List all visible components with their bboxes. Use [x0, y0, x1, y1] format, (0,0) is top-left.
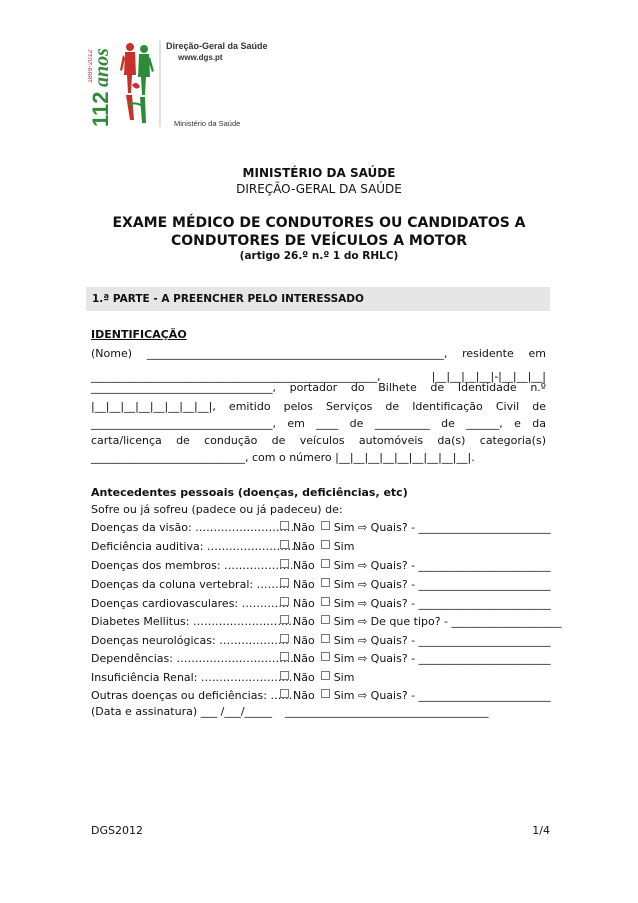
line-word: carta/licença	[91, 434, 162, 447]
line-word: automóveis	[358, 434, 424, 447]
option-yes-label: Sim	[333, 652, 355, 665]
identification-line-4	[91, 400, 546, 416]
issuer-field[interactable]: _________________________________,	[91, 417, 276, 430]
part-header-label: 1.ª PARTE - A PREENCHER PELO INTERESSADO	[92, 293, 364, 305]
title-line-1: EXAME MÉDICO DE CONDUTORES OU CANDIDATOS A	[112, 215, 526, 231]
line-word: da(s)	[437, 434, 466, 447]
condition-row	[91, 578, 551, 594]
license-category-line[interactable]: ____________________________, com o número |__|__|__|__|__|__|__|__|__|.	[91, 451, 475, 464]
condition-options	[280, 671, 354, 684]
checkbox-yes[interactable]	[321, 615, 330, 624]
dgs-logo	[88, 35, 288, 135]
condition-row	[91, 615, 562, 631]
logo-anos: anos	[91, 48, 113, 87]
line-word: condução	[204, 434, 258, 447]
condition-options	[280, 652, 551, 665]
option-no-label: Não	[293, 652, 315, 665]
logo-org-name: Direção-Geral da Saúde	[166, 41, 268, 51]
condition-label: Doenças dos membros: ……………….	[91, 559, 294, 572]
followup-field[interactable]: ⇨ Quais? - ________________________	[357, 689, 551, 702]
year-field[interactable]: ______,	[466, 417, 503, 430]
logo-figures	[120, 43, 154, 123]
option-no-label: Não	[293, 634, 315, 647]
identificacao-title: IDENTIFICAÇÃO	[91, 328, 187, 341]
option-yes-label: Sim	[333, 615, 355, 628]
option-no-label: Não	[293, 671, 315, 684]
checkbox-yes[interactable]	[321, 634, 330, 643]
line-word: Identidade	[457, 381, 517, 394]
option-yes-label: Sim	[333, 578, 355, 591]
identification-line-5	[91, 417, 546, 433]
condition-label: Dependências: ……………………………	[91, 652, 298, 665]
document-title	[90, 214, 548, 250]
checkbox-yes[interactable]	[321, 540, 330, 549]
line-word: portador	[289, 381, 338, 394]
condition-row	[91, 521, 551, 537]
condition-label: Doenças neurológicas: ……………….	[91, 634, 289, 647]
locality-field[interactable]: _________________________________,	[91, 381, 276, 394]
option-yes-label: Sim	[333, 671, 355, 684]
line-word: de	[430, 381, 445, 394]
option-no-label: Não	[293, 559, 315, 572]
line-word: de	[176, 434, 190, 447]
date-signature-label[interactable]: (Data e assinatura) ___ /___/_____	[91, 705, 273, 718]
option-yes-label: Sim	[333, 634, 355, 647]
checkbox-no[interactable]	[280, 615, 289, 624]
line-word: em	[287, 417, 305, 430]
id-number-field[interactable]: |__|__|__|__|__|__|__|__|,	[91, 400, 216, 413]
checkbox-no[interactable]	[280, 671, 289, 680]
directorate-heading: DIREÇÃO-GERAL DA SAÚDE	[236, 182, 402, 196]
condition-row	[91, 671, 551, 687]
line-word: categoria(s)	[479, 434, 546, 447]
checkbox-yes[interactable]	[321, 521, 330, 530]
followup-field[interactable]: ⇨ Quais? - ________________________	[357, 634, 551, 647]
address-field[interactable]: ____________________________________________________,	[91, 370, 381, 383]
identification-line-6	[91, 434, 546, 450]
line-word: Bilhete	[378, 381, 417, 394]
option-yes-label: Sim	[333, 559, 355, 572]
checkbox-no[interactable]	[280, 652, 289, 661]
postal-code-field[interactable]: |__|__|__|__|-|__|__|__|	[431, 370, 546, 383]
checkbox-yes[interactable]	[321, 578, 330, 587]
day-field[interactable]: ____	[316, 417, 339, 430]
followup-field[interactable]: ⇨ Quais? - ________________________	[357, 597, 551, 610]
page-number: 1/4	[532, 824, 550, 837]
line-word: pelos	[283, 400, 313, 413]
line-word: emitido	[228, 400, 271, 413]
condition-label: Doenças cardiovasculares: ………….	[91, 597, 290, 610]
antecedentes-subtitle: Sofre ou já sofreu (padece ou já padeceu) de:	[91, 503, 343, 516]
line-word: de	[349, 417, 364, 430]
condition-row	[91, 634, 551, 650]
condition-options	[280, 597, 551, 610]
identification-line-1	[91, 347, 546, 363]
condition-row	[91, 559, 551, 575]
option-yes-label: Sim	[333, 521, 355, 534]
condition-label: Diabetes Mellitus: ……………………….	[91, 615, 296, 628]
logo-url: www.dgs.pt	[178, 53, 223, 62]
line-word: n.º	[530, 381, 546, 394]
checkbox-no[interactable]	[280, 689, 289, 698]
checkbox-yes[interactable]	[321, 559, 330, 568]
logo-years: 1899-2012	[88, 49, 94, 83]
condition-label: Doenças da coluna vertebral: ………	[91, 578, 290, 591]
signature-line[interactable]: _____________________________________	[285, 705, 489, 718]
condition-label: Insuficiência Renal: …………………….	[91, 671, 293, 684]
followup-field[interactable]: ⇨ Quais? - ________________________	[357, 559, 551, 572]
option-no-label: Não	[293, 521, 315, 534]
line-word: Identificação	[412, 400, 483, 413]
footer-code: DGS2012	[91, 824, 143, 837]
option-yes-label: Sim	[333, 540, 355, 553]
document-subtitle: (artigo 26.º n.º 1 do RHLC)	[239, 250, 399, 262]
line-word: Serviços	[325, 400, 373, 413]
condition-options	[280, 634, 551, 647]
condition-options	[280, 578, 551, 591]
line-word: de	[441, 417, 455, 430]
line-word: de	[532, 400, 546, 413]
checkbox-yes[interactable]	[321, 671, 330, 680]
checkbox-yes[interactable]	[321, 689, 330, 698]
checkbox-no[interactable]	[280, 540, 289, 549]
condition-options	[280, 615, 562, 628]
condition-row	[91, 540, 551, 556]
ministry-heading: MINISTÉRIO DA SAÚDE	[242, 166, 396, 180]
followup-field[interactable]: ⇨ Quais? - ________________________	[357, 652, 551, 665]
identification-line-3	[91, 381, 546, 397]
checkbox-no[interactable]	[280, 578, 289, 587]
line-word: e	[514, 417, 521, 430]
option-no-label: Não	[293, 689, 315, 702]
line-word: do	[350, 381, 365, 394]
condition-row	[91, 652, 551, 668]
line-word: veículos	[299, 434, 345, 447]
checkbox-no[interactable]	[280, 597, 289, 606]
line-word: da	[532, 417, 546, 430]
checkbox-no[interactable]	[280, 634, 289, 643]
month-field[interactable]: __________	[374, 417, 430, 430]
followup-field[interactable]: ⇨ De que tipo? - ____________________	[357, 615, 562, 628]
option-no-label: Não	[293, 578, 315, 591]
condition-options	[280, 540, 354, 553]
condition-label: Doenças da visão: ………………………	[91, 521, 295, 534]
line-word: de	[385, 400, 400, 413]
title-line-2: CONDUTORES DE VEÍCULOS A MOTOR	[171, 233, 467, 249]
line-word: (Nome)	[91, 347, 133, 360]
line-word: residente	[462, 347, 514, 360]
checkbox-yes[interactable]	[321, 597, 330, 606]
logo-112: 112	[88, 91, 113, 127]
checkbox-no[interactable]	[280, 559, 289, 568]
condition-options	[280, 689, 551, 702]
checkbox-yes[interactable]	[321, 652, 330, 661]
option-no-label: Não	[293, 597, 315, 610]
condition-options	[280, 521, 551, 534]
name-field[interactable]: ______________________________________________________,	[146, 347, 448, 360]
condition-options	[280, 559, 551, 572]
line-word: em	[528, 347, 546, 360]
followup-field[interactable]: ⇨ Quais? - ________________________	[357, 521, 551, 534]
antecedentes-title: Antecedentes pessoais (doenças, deficiências, etc)	[91, 486, 408, 499]
option-yes-label: Sim	[333, 689, 355, 702]
line-word: de	[271, 434, 286, 447]
logo-ministry: Ministério da Saúde	[174, 119, 241, 128]
condition-row	[91, 597, 551, 613]
condition-label: Deficiência auditiva: …………………….	[91, 540, 299, 553]
option-no-label: Não	[293, 540, 315, 553]
option-no-label: Não	[293, 615, 315, 628]
followup-field[interactable]: ⇨ Quais? - ________________________	[357, 578, 551, 591]
condition-row	[91, 689, 551, 705]
option-yes-label: Sim	[333, 597, 355, 610]
condition-label: Outras doenças ou deficiências: ……	[91, 689, 293, 702]
checkbox-no[interactable]	[280, 521, 289, 530]
line-word: Civil	[495, 400, 520, 413]
